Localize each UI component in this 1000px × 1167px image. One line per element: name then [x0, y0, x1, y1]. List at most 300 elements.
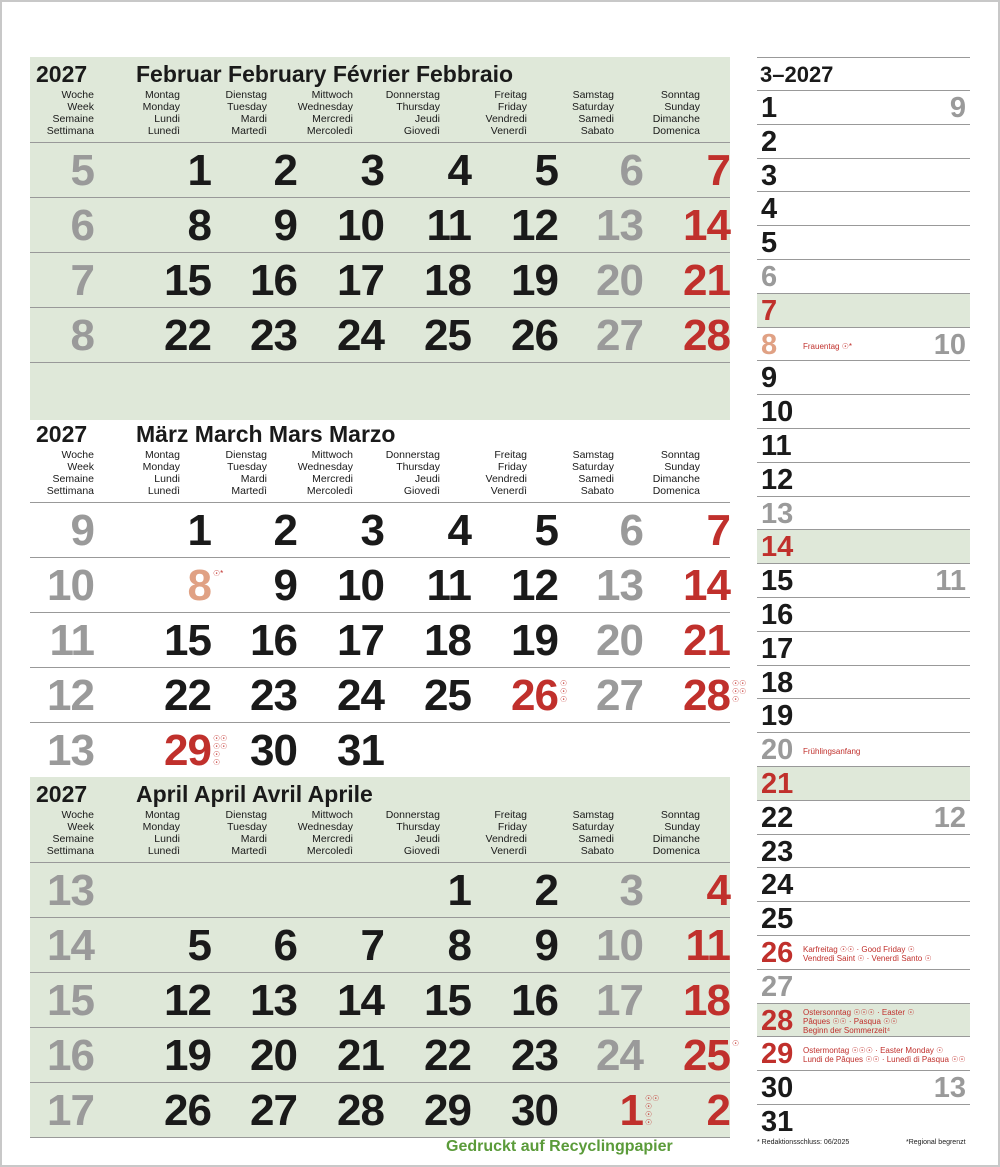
weekday-header	[437, 449, 527, 497]
month-block	[30, 777, 740, 1138]
sidebar-day-row	[757, 563, 970, 597]
day-number: 26	[511, 311, 558, 360]
month-title: April April Avril Aprile	[136, 781, 373, 807]
sidebar-day-row	[757, 665, 970, 699]
weekday-label: Monday	[142, 461, 180, 473]
weekday-header	[263, 809, 353, 857]
sidebar-note-line: Karfreitag ☉☉ · Good Friday ☉	[803, 944, 915, 954]
day-number: 22	[424, 1031, 471, 1080]
weekday-label: Thursday	[396, 821, 440, 833]
weekday-header	[177, 809, 267, 857]
weekday-label: Mercoledì	[306, 485, 353, 497]
sidebar-day-row	[757, 496, 970, 530]
sidebar-footnote-left: * Redaktionsschluss: 06/2025	[757, 1139, 850, 1146]
day-number: 1	[187, 146, 211, 195]
sidebar-day-row	[757, 293, 970, 327]
sidebar-day-note	[803, 1008, 914, 1035]
weekday-label: Dienstag	[225, 89, 267, 101]
week-row	[30, 503, 730, 558]
weekday-label: Saturday	[571, 461, 614, 473]
day-number: 27	[250, 1086, 297, 1135]
week-number: 13	[47, 866, 94, 915]
weekday-label: Saturday	[571, 101, 614, 113]
weekday-label: Settimana	[46, 125, 94, 137]
sidebar-footnote-right: *Regional begrenzt	[906, 1139, 966, 1146]
weekday-label: Mercredi	[312, 113, 353, 125]
day-number: 29	[164, 726, 211, 775]
sidebar-title: 3–2027	[760, 62, 834, 87]
sidebar-day-row	[757, 969, 970, 1003]
week-number: 14	[47, 921, 94, 970]
sidebar-day-number: 6	[761, 260, 778, 293]
weekday-label: Dienstag	[225, 809, 267, 821]
week-row	[30, 668, 747, 723]
sidebar-day-row	[757, 597, 970, 631]
weekday-label: Donnerstag	[385, 809, 440, 821]
weekday-label: Semaine	[52, 473, 94, 485]
day-number: 8	[447, 921, 471, 970]
sidebar-note-line: Pâques ☉☉ · Pasqua ☉☉	[803, 1016, 898, 1026]
day-number: 30	[250, 726, 297, 775]
sidebar-day-number: 21	[761, 767, 794, 800]
sidebar-day-number: 17	[761, 632, 794, 665]
day-number: 23	[250, 311, 297, 360]
weekday-label: Mardi	[240, 833, 267, 845]
weekday-header	[263, 449, 353, 497]
day-number: 26	[511, 671, 558, 720]
day-number: 15	[424, 976, 471, 1025]
weekday-header	[610, 449, 700, 497]
day-number: 7	[706, 146, 730, 195]
sidebar-day-number: 30	[761, 1072, 794, 1105]
day-number: 18	[424, 616, 471, 665]
week-row	[30, 253, 730, 308]
day-number: 20	[596, 616, 643, 665]
weekday-label: Martedì	[231, 485, 267, 497]
day-number: 6	[619, 146, 643, 195]
month-title: Februar February Février Febbraio	[136, 61, 514, 87]
week-row	[30, 918, 730, 973]
weekday-label: Lundi	[154, 833, 180, 845]
month-header	[30, 57, 730, 143]
day-number: 28	[683, 311, 730, 360]
weekday-label: Samedi	[578, 473, 614, 485]
weekday-header	[177, 89, 267, 137]
day-number: 17	[337, 256, 384, 305]
day-number: 16	[250, 616, 297, 665]
weekday-label: Tuesday	[227, 821, 267, 833]
sidebar-note-line: Beginn der Sommerzeit⁴	[803, 1025, 891, 1035]
weekday-label: Montag	[144, 809, 180, 821]
sidebar-day-number: 27	[761, 970, 794, 1003]
sidebar-day-row	[757, 766, 970, 800]
weekday-label: Mittwoch	[311, 89, 353, 101]
day-number: 22	[164, 671, 211, 720]
day-number: 25	[424, 671, 471, 720]
weekday-label: Jeudi	[414, 833, 440, 845]
sidebar-day-row	[757, 428, 970, 462]
weekday-label: Sabato	[580, 485, 614, 497]
weekday-label: Sonntag	[660, 449, 700, 461]
weekday-label: Venerdì	[490, 845, 527, 857]
sidebar-day-number: 7	[761, 294, 778, 327]
weekday-label: Dimanche	[652, 113, 700, 125]
day-number: 15	[164, 616, 211, 665]
sidebar-day-row	[757, 394, 970, 428]
week-number: 11	[49, 616, 94, 665]
weekday-label: Samstag	[572, 449, 614, 461]
weekday-label: Domenica	[652, 485, 700, 497]
weekday-label: Samstag	[572, 89, 614, 101]
weekday-label: Tuesday	[227, 101, 267, 113]
day-number: 11	[426, 201, 471, 250]
day-number: 10	[337, 201, 384, 250]
sidebar-week-number: 9	[949, 92, 966, 124]
weekday-label: Friday	[497, 821, 527, 833]
weekday-header	[4, 449, 94, 497]
weekday-label: Lunedì	[147, 485, 180, 497]
weekday-label: Vendredi	[485, 473, 527, 485]
day-number: 8	[187, 561, 211, 610]
weekday-label: Week	[67, 101, 94, 113]
day-number: 4	[447, 506, 471, 555]
day-number: 27	[596, 671, 643, 720]
weekday-label: Giovedì	[403, 485, 440, 497]
sidebar-note-line: Ostersonntag ☉☉☉ · Easter ☉	[803, 1007, 915, 1017]
week-number: 12	[47, 671, 94, 720]
sidebar-day-note	[803, 342, 852, 351]
weekday-label: Sunday	[664, 821, 700, 833]
day-number: 19	[511, 256, 558, 305]
sidebar-day-number: 13	[761, 497, 794, 530]
day-number: 1	[187, 506, 211, 555]
sidebar-day-note	[803, 945, 932, 963]
sidebar-day-row	[757, 360, 970, 394]
day-number: 6	[273, 921, 297, 970]
sidebar-day-number: 1	[761, 92, 778, 124]
weekday-label: Wednesday	[297, 101, 353, 113]
weekday-label: Samedi	[578, 113, 614, 125]
sidebar-day-row	[757, 935, 970, 969]
day-number: 13	[596, 561, 643, 610]
holiday-symbol-icon: ☉☉ ☉☉ ☉ ☉	[213, 734, 228, 767]
weekday-label: Monday	[142, 821, 180, 833]
sidebar-week-number: 13	[933, 1072, 966, 1105]
weekday-label: Jeudi	[414, 473, 440, 485]
day-number: 9	[273, 561, 297, 610]
day-number: 28	[683, 671, 730, 720]
sidebar-day-number: 10	[761, 396, 794, 429]
week-number: 9	[70, 506, 94, 555]
sidebar-day-row	[757, 800, 970, 834]
sidebar-week-number: 12	[933, 801, 966, 834]
sidebar-day-row	[757, 867, 970, 901]
sidebar-day-row	[757, 124, 970, 158]
weekday-label: Freitag	[494, 449, 527, 461]
day-number: 20	[250, 1031, 297, 1080]
day-number: 28	[337, 1086, 384, 1135]
weekday-label: Woche	[61, 449, 94, 461]
day-number: 24	[337, 311, 384, 360]
sidebar-day-number: 15	[761, 565, 794, 598]
month-year: 2027	[36, 421, 88, 447]
sidebar-note-line: Frühlingsanfang	[803, 747, 861, 757]
weekday-label: Mittwoch	[311, 809, 353, 821]
weekday-label: Sabato	[580, 125, 614, 137]
week-row	[30, 558, 730, 613]
sidebar-day-row	[757, 834, 970, 868]
day-number: 16	[250, 256, 297, 305]
sidebar-day-row	[757, 901, 970, 935]
weekday-label: Semaine	[52, 833, 94, 845]
weekday-label: Sunday	[664, 101, 700, 113]
weekday-label: Woche	[61, 89, 94, 101]
week-row	[30, 973, 730, 1028]
sidebar-day-row	[757, 698, 970, 732]
week-number: 8	[70, 311, 94, 360]
weekday-label: Domenica	[652, 845, 700, 857]
weekday-label: Woche	[61, 809, 94, 821]
sidebar-day-number: 24	[761, 869, 794, 902]
sidebar-note-line: Lundi de Pâques ☉☉ · Lunedì di Pasqua ☉☉	[803, 1055, 966, 1065]
weekday-label: Monday	[142, 101, 180, 113]
weekday-label: Montag	[144, 449, 180, 461]
sidebar-day-number: 3	[761, 159, 778, 192]
weekday-label: Freitag	[494, 89, 527, 101]
month-year: 2027	[36, 61, 88, 87]
day-number: 22	[164, 311, 211, 360]
day-number: 23	[250, 671, 297, 720]
weekday-label: Dienstag	[225, 449, 267, 461]
day-number: 21	[683, 256, 730, 305]
weekday-label: Week	[67, 461, 94, 473]
week-row	[30, 863, 730, 918]
weekday-label: Thursday	[396, 461, 440, 473]
week-row	[30, 198, 730, 253]
weekday-label: Vendredi	[485, 113, 527, 125]
day-number: 1	[447, 866, 471, 915]
sidebar-day-number: 22	[761, 801, 794, 834]
empty-week-row	[30, 363, 730, 420]
day-number: 14	[683, 201, 730, 250]
weekday-label: Dimanche	[652, 833, 700, 845]
sidebar-day-number: 16	[761, 598, 794, 631]
sidebar-day-row	[757, 462, 970, 496]
day-number: 3	[360, 506, 384, 555]
weekday-label: Vendredi	[485, 833, 527, 845]
weekday-label: Thursday	[396, 101, 440, 113]
holiday-symbol-icon: ☉☉ ☉ ☉ ☉	[645, 1094, 660, 1127]
weekday-label: Sunday	[664, 461, 700, 473]
sidebar-day-number: 31	[761, 1105, 794, 1138]
day-number: 11	[685, 921, 730, 970]
day-number: 25	[424, 311, 471, 360]
weekday-header	[4, 809, 94, 857]
sidebar-day-note	[803, 1046, 966, 1064]
day-number: 20	[596, 256, 643, 305]
weekday-label: Venerdì	[490, 125, 527, 137]
sidebar-day-row	[757, 732, 970, 766]
sidebar-day-number: 8	[761, 328, 778, 361]
month-block	[30, 57, 730, 420]
sidebar-day-row	[757, 1104, 970, 1138]
recycling-footer: Gedruckt auf Recyclingpapier	[446, 1138, 673, 1155]
weekday-header	[350, 89, 440, 137]
sidebar-note-line: Vendredi Saint ☉ · Venerdì Santo ☉	[803, 953, 932, 963]
day-number: 2	[534, 866, 558, 915]
holiday-symbol-icon: ☉ ☉ ☉	[560, 679, 568, 704]
day-number: 7	[706, 506, 730, 555]
weekday-label: Samedi	[578, 833, 614, 845]
sidebar-day-number: 5	[761, 227, 778, 260]
day-number: 12	[511, 561, 558, 610]
day-number: 21	[337, 1031, 384, 1080]
weekday-label: Donnerstag	[385, 89, 440, 101]
day-number: 24	[337, 671, 384, 720]
weekday-label: Mardi	[240, 113, 267, 125]
sidebar-week-number: 11	[935, 565, 966, 598]
day-number: 26	[164, 1086, 211, 1135]
week-row	[30, 723, 730, 778]
march-sidebar	[757, 57, 970, 1138]
day-number: 29	[424, 1086, 471, 1135]
sidebar-week-number: 10	[933, 328, 966, 361]
sidebar-day-number: 12	[761, 463, 794, 496]
day-number: 5	[187, 921, 211, 970]
sidebar-day-row	[757, 225, 970, 259]
week-number: 16	[47, 1031, 94, 1080]
sidebar-day-number: 28	[761, 1004, 794, 1037]
week-number: 6	[70, 201, 94, 250]
day-number: 27	[596, 311, 643, 360]
weekday-label: Venerdì	[490, 485, 527, 497]
weekday-header	[263, 89, 353, 137]
sidebar-day-row	[757, 90, 970, 124]
weekday-label: Wednesday	[297, 461, 353, 473]
sidebar-day-number: 29	[761, 1038, 794, 1071]
day-number: 15	[164, 256, 211, 305]
sidebar-day-row	[757, 631, 970, 665]
day-number: 10	[337, 561, 384, 610]
week-row	[30, 1083, 730, 1138]
day-number: 1	[619, 1086, 643, 1135]
weekday-label: Mercoledì	[306, 125, 353, 137]
sidebar-day-number: 18	[761, 666, 794, 699]
week-number: 5	[70, 146, 94, 195]
sidebar-day-row	[757, 1003, 970, 1037]
weekday-label: Donnerstag	[385, 449, 440, 461]
day-number: 12	[164, 976, 211, 1025]
day-number: 5	[534, 146, 558, 195]
week-row	[30, 143, 730, 198]
week-number: 7	[70, 256, 94, 305]
weekday-label: Lunedì	[147, 845, 180, 857]
month-header	[30, 417, 730, 503]
sidebar-day-note	[803, 747, 860, 756]
week-number: 15	[47, 976, 94, 1025]
weekday-label: Giovedì	[403, 125, 440, 137]
weekday-label: Mercredi	[312, 473, 353, 485]
weekday-header	[90, 809, 180, 857]
weekday-label: Lundi	[154, 473, 180, 485]
sidebar-day-number: 19	[761, 700, 794, 733]
sidebar-day-row	[757, 191, 970, 225]
day-number: 2	[273, 146, 297, 195]
weekday-label: Sabato	[580, 845, 614, 857]
day-number: 31	[337, 726, 384, 775]
sidebar-day-row	[757, 529, 970, 563]
day-number: 13	[250, 976, 297, 1025]
weekday-label: Montag	[144, 89, 180, 101]
weekday-label: Dimanche	[652, 473, 700, 485]
weekday-header	[90, 89, 180, 137]
week-row	[30, 308, 730, 363]
day-number: 19	[164, 1031, 211, 1080]
day-number: 9	[534, 921, 558, 970]
sidebar-day-number: 2	[761, 125, 778, 158]
day-number: 2	[273, 506, 297, 555]
weekday-header	[350, 809, 440, 857]
weekday-label: Martedì	[231, 125, 267, 137]
weekday-header	[524, 449, 614, 497]
weekday-header	[610, 809, 700, 857]
week-row	[30, 613, 730, 668]
day-number: 18	[424, 256, 471, 305]
day-number: 9	[273, 201, 297, 250]
weekday-header	[610, 89, 700, 137]
weekday-label: Sonntag	[660, 809, 700, 821]
sidebar-day-number: 20	[761, 734, 794, 767]
sidebar-day-row	[757, 1070, 970, 1104]
day-number: 21	[683, 616, 730, 665]
day-number: 17	[596, 976, 643, 1025]
weekday-label: Friday	[497, 101, 527, 113]
day-number: 4	[447, 146, 471, 195]
weekday-label: Week	[67, 821, 94, 833]
day-number: 4	[706, 866, 730, 915]
day-number: 30	[511, 1086, 558, 1135]
month-title: März March Mars Marzo	[136, 421, 396, 447]
sidebar-day-number: 4	[761, 193, 778, 226]
sidebar-day-number: 23	[761, 835, 794, 868]
holiday-symbol-icon: ☉*	[213, 569, 224, 578]
day-number: 25	[683, 1031, 730, 1080]
day-number: 8	[187, 201, 211, 250]
week-number: 17	[47, 1086, 94, 1135]
weekday-label: Domenica	[652, 125, 700, 137]
day-number: 10	[596, 921, 643, 970]
day-number: 19	[511, 616, 558, 665]
sidebar-day-number: 14	[761, 531, 794, 564]
weekday-label: Semaine	[52, 113, 94, 125]
weekday-label: Jeudi	[414, 113, 440, 125]
weekday-label: Lunedì	[147, 125, 180, 137]
weekday-label: Giovedì	[403, 845, 440, 857]
weekday-label: Settimana	[46, 485, 94, 497]
holiday-symbol-icon: ☉☉ ☉☉ ☉	[732, 679, 747, 704]
day-number: 14	[337, 976, 384, 1025]
weekday-header	[437, 809, 527, 857]
sidebar-day-row	[757, 158, 970, 192]
week-number: 10	[47, 561, 94, 610]
weekday-label: Freitag	[494, 809, 527, 821]
weekday-label: Lundi	[154, 113, 180, 125]
weekday-label: Mittwoch	[311, 449, 353, 461]
weekday-label: Wednesday	[297, 821, 353, 833]
weekday-label: Settimana	[46, 845, 94, 857]
month-header	[30, 777, 730, 863]
day-number: 16	[511, 976, 558, 1025]
